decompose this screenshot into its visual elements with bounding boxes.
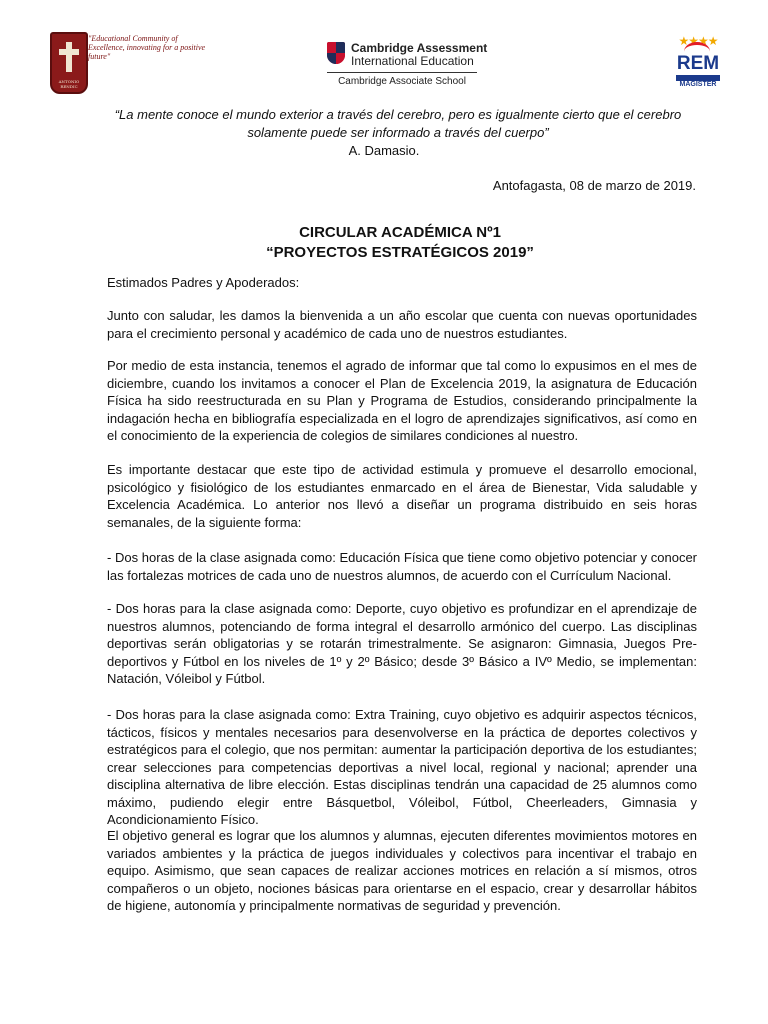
paragraph-welcome: Junto con saludar, les damos la bienvenida a un año escolar que cuenta con nuevas oportunidades para el crecimiento personal y académico de cada uno de nuestros estudiantes.	[107, 308, 697, 341]
epigraph-author: A. Damasio.	[348, 143, 420, 158]
paragraph-physical-education: - Dos horas de la clase asignada como: Educación Física que tiene como objetivo potenciar y conocer las fortalezas motrices de cada uno de nuestros alumnos, de acuerdo con el Currículum Nacional.	[107, 550, 697, 583]
paragraph-extra-training: - Dos horas para la clase asignada como: Extra Training, cuyo objetivo es adquirir aspectos técnicos, tácticos, físicos y mentales necesarios para desenvolverse en la práctica de deportes colectivos y estratégicos para el colegio, que nos permitan: aumentar la participación deportiva de los estudiantes; crear selecciones para competencias deportivas a nivel local, regional y nacional; aprender una disciplina alternativa de libre elección. Estas disciplinas tendrán una capacidad de 25 alumnos como máximo, pudiendo elegir entre Básquetbol, Vóleibol, Fútbol, Cheerleaders, Gimnasia y Acondicionamiento Físico.	[107, 707, 697, 827]
rem-sub: MAGISTER	[679, 81, 717, 88]
cambridge-line-1: Cambridge Assessment	[351, 41, 488, 55]
cambridge-shield-icon	[327, 42, 345, 64]
paragraph-sport: - Dos horas para la clase asignada como: Deporte, cuyo objetivo es profundizar en el aprendizaje de nuestros alumnos, potenciando de forma integral el desarrollo armónico del cuerpo. Las disciplinas deportivas serán obligatorias y se rotarán trimestralmente. Se asignaron: Gimnasia, Juegos Pre-deportivos y Fútbol en los niveles de 1º y 2º Básico; desde 3º Básico a IVº Medio, se implementan: Natación, Vóleibol y Fútbol.	[107, 601, 697, 686]
cambridge-line-3: Cambridge Associate School	[338, 76, 466, 87]
crest-icon	[50, 32, 88, 94]
cambridge-line-2: International Education	[351, 54, 474, 68]
school-logo	[50, 32, 210, 94]
title-line-1: CIRCULAR ACADÉMICA Nº1	[299, 224, 501, 241]
title-line-2: “PROYECTOS ESTRATÉGICOS 2019”	[266, 244, 534, 261]
letterhead	[0, 30, 768, 100]
epigraph-quote: “La mente conoce el mundo exterior a través del cerebro, pero es igualmente cierto que el cerebro solamente puede ser informado a través del cuerpo”	[114, 107, 682, 140]
document-title	[0, 223, 768, 263]
rem-word: REM	[676, 53, 720, 74]
stars-icon: ★★★★	[678, 34, 718, 48]
dateline: Antofagasta, 08 de marzo de 2019.	[492, 178, 696, 193]
paragraph-restructure: Por medio de esta instancia, tenemos el agrado de informar que tal como lo expusimos en el mes de diciembre, cuando los invitamos a conocer el Plan de Excelencia 2019, la asignatura de Educación Física ha sido reestructurada en su Plan y Programa de Estudios, considerando principalmente la indagación hecha en bibliografía especializada en el logro de aprendizajes significativos, así como en el conocimiento de la experiencia de colegios de similares condiciones al nuestro.	[107, 358, 697, 443]
cambridge-logo	[327, 42, 487, 92]
paragraph-objective: El objetivo general es lograr que los alumnos y alumnas, ejecuten diferentes movimientos motores en variados ambientes y la práctica de juegos individuales y colectivos para incentivar el trabajo en equipo. Asimismo, que sean capaces de realizar acciones motrices en relación a sí mismos, otros compañeros o un objeto, nociones básicas para orientarse en el espacio, crear y desarrollar hábitos de higiene, autonomía y principalmente normativas de seguridad y prevención.	[107, 828, 697, 913]
school-motto: "Educational Community of Excellence, innovating for a positive future"	[88, 34, 206, 61]
paragraph-importance: Es importante destacar que este tipo de actividad estimula y promueve el desarrollo emocional, psicológico y fisiológico de los estudiantes enmarcado en el área de Bienestar, Vida saludable y Excelencia Académica. Lo anterior nos llevó a diseñar un programa distribuido en seis horas semanales, de la siguiente forma:	[107, 462, 697, 530]
salutation: Estimados Padres y Apoderados:	[107, 275, 300, 290]
rem-logo	[672, 34, 724, 94]
crest-name: ANTONIO RENDIC	[58, 79, 80, 89]
